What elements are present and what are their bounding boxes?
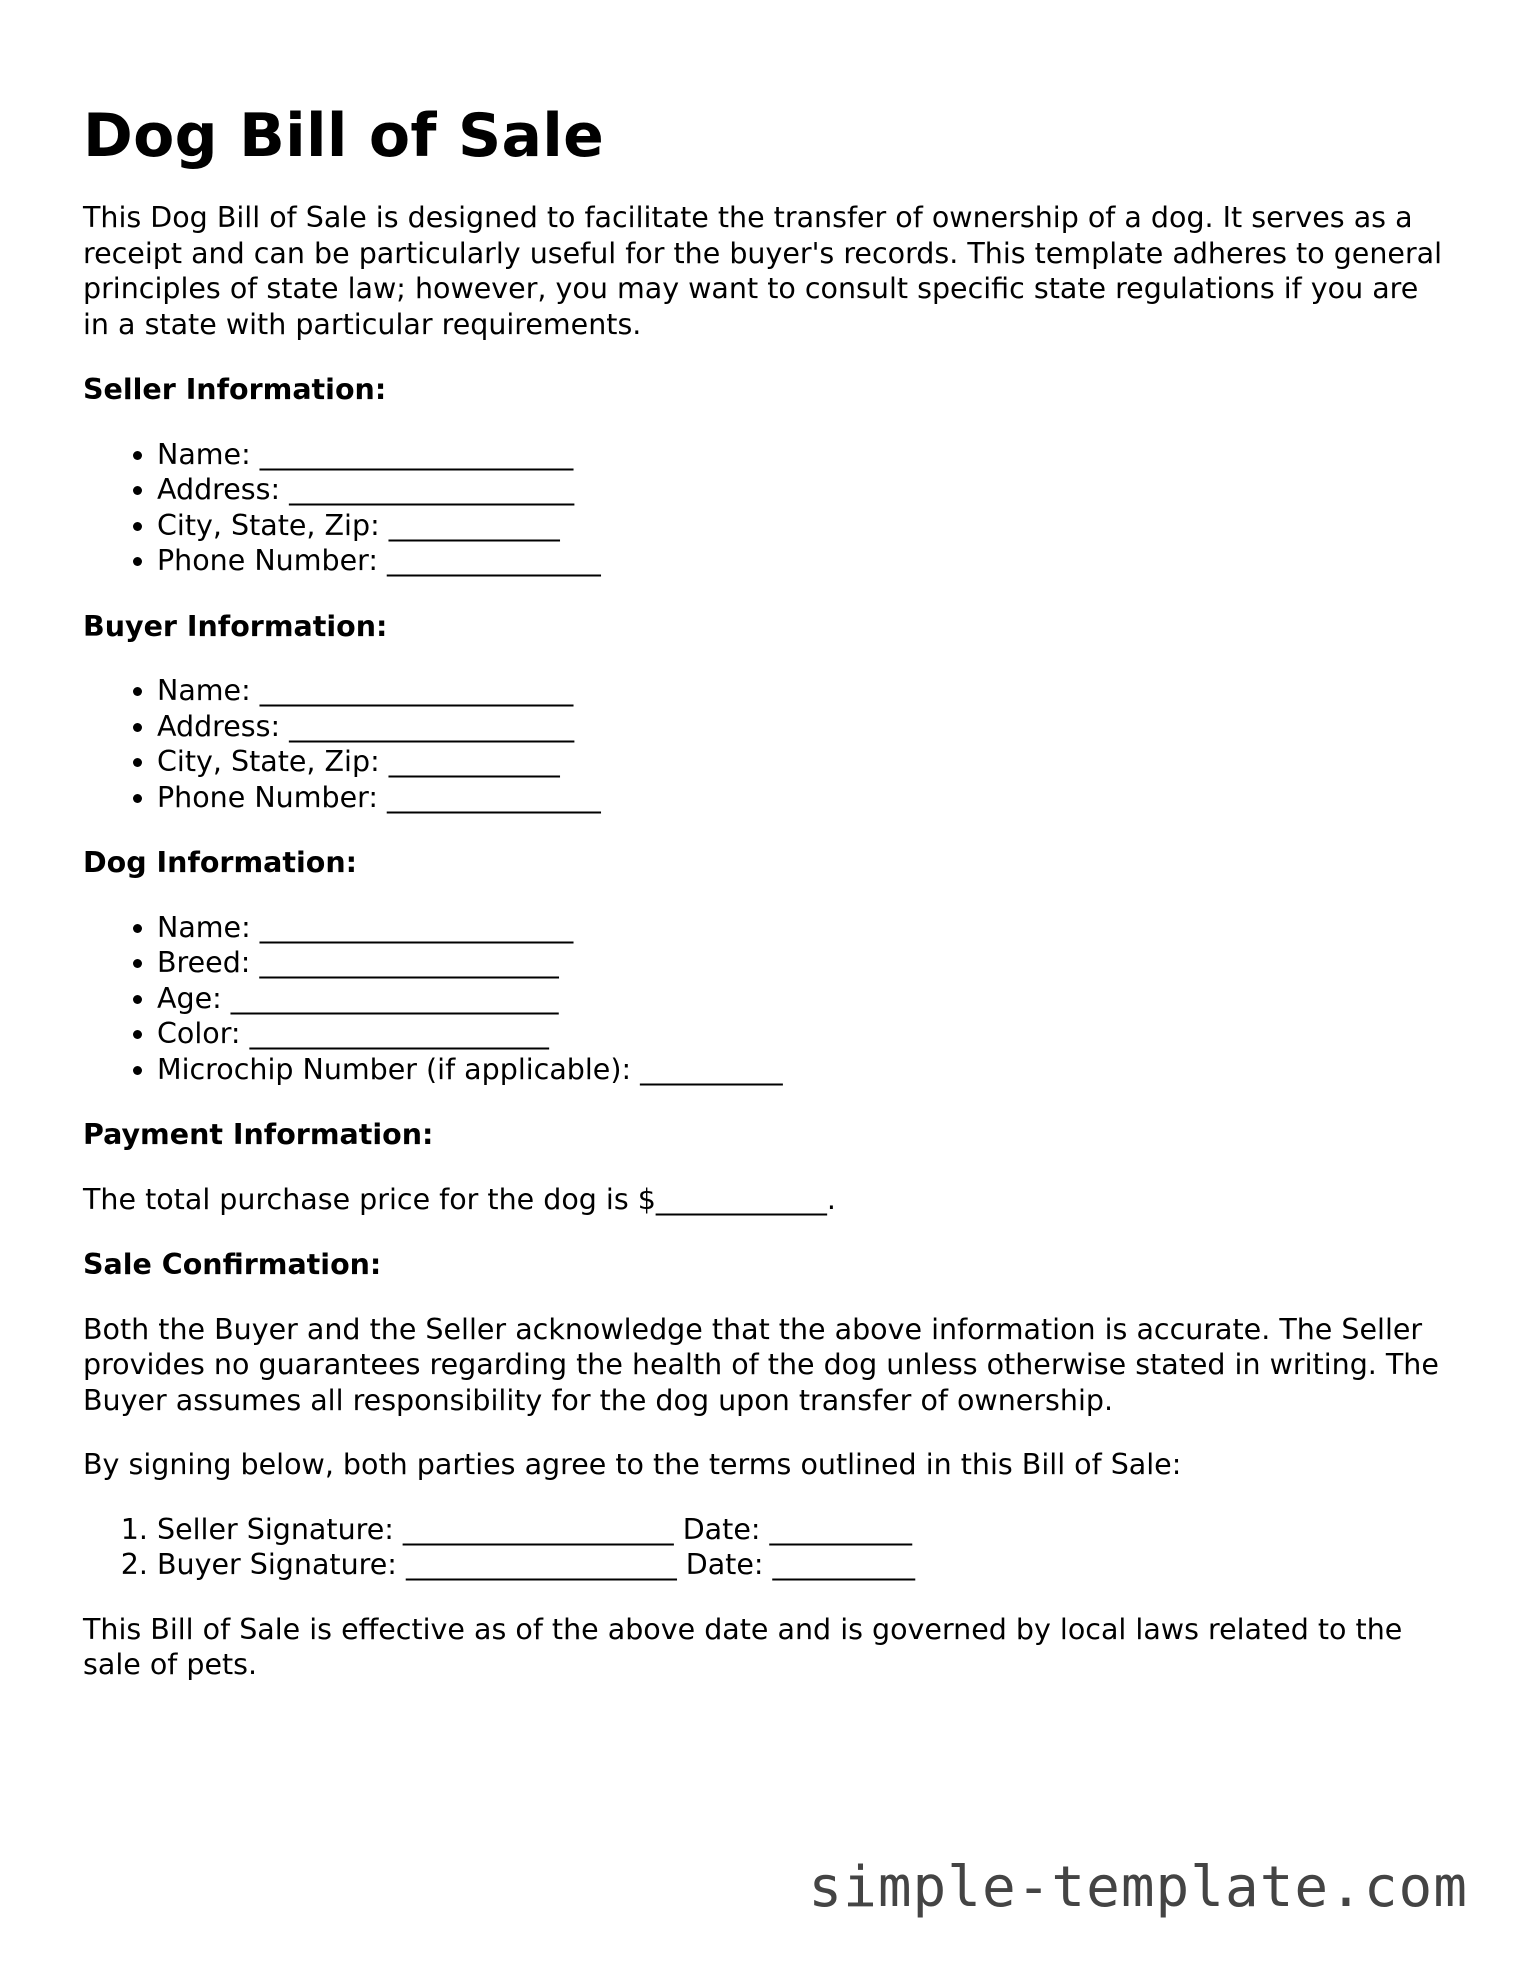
buyer-name-field: • Name: ______________________ bbox=[157, 673, 1453, 709]
payment-heading: Payment Information: bbox=[83, 1118, 434, 1151]
dog-list bbox=[83, 910, 1453, 1088]
seller-signature-line: 1. Seller Signature: ___________________ Date: __________ bbox=[157, 1512, 1453, 1548]
buyer-phone-field: • Phone Number: _______________ bbox=[157, 780, 1453, 816]
buyer-city-state-zip-field: • City, State, Zip: ____________ bbox=[157, 744, 1453, 780]
dog-name-field: • Name: ______________________ bbox=[157, 910, 1453, 946]
payment-text: The total purchase price for the dog is $____________. bbox=[83, 1182, 836, 1216]
dog-breed-field: • Breed: _____________________ bbox=[157, 945, 1453, 981]
intro-paragraph: This Dog Bill of Sale is designed to facilitate the transfer of ownership of a dog. It serves as a receipt and can be particularly useful for the buyer's records. This template adheres to general principles of state law; however, you may want to consult specific state regulations if you are in a state with particular requirements. bbox=[83, 201, 1443, 341]
agreement-text: By signing below, both parties agree to the terms outlined in this Bill of Sale: bbox=[83, 1448, 1182, 1481]
dog-color-field: • Color: _____________________ bbox=[157, 1016, 1453, 1052]
seller-phone-field: • Phone Number: _______________ bbox=[157, 543, 1453, 579]
closing-text: This Bill of Sale is effective as of the above date and is governed by local laws related to the sale of pets. bbox=[83, 1612, 1403, 1681]
dog-microchip-field: • Microchip Number (if applicable): __________ bbox=[157, 1052, 1453, 1088]
confirmation-text: Both the Buyer and the Seller acknowledge that the above information is accurate. The Seller provides no guarantees regarding the health of the dog unless otherwise stated in writing. The Buyer assumes all responsibility for the dog upon transfer of ownership. bbox=[83, 1312, 1439, 1417]
watermark: simple-template.com bbox=[808, 1855, 1468, 1920]
dog-age-field: • Age: _______________________ bbox=[157, 981, 1453, 1017]
document-title: Dog Bill of Sale bbox=[83, 101, 605, 171]
buyer-list bbox=[83, 673, 1453, 815]
document bbox=[83, 100, 1453, 1683]
signature-list bbox=[83, 1512, 1453, 1583]
seller-list bbox=[83, 437, 1453, 579]
seller-name-field: • Name: ______________________ bbox=[157, 437, 1453, 473]
confirmation-heading: Sale Confirmation: bbox=[83, 1248, 382, 1281]
dog-heading: Dog Information: bbox=[83, 846, 358, 879]
buyer-signature-line: 2. Buyer Signature: ___________________ Date: __________ bbox=[157, 1547, 1453, 1583]
seller-heading: Seller Information: bbox=[83, 373, 387, 406]
buyer-heading: Buyer Information: bbox=[83, 609, 388, 643]
buyer-address-field: • Address: ____________________ bbox=[157, 709, 1453, 745]
seller-city-state-zip-field: • City, State, Zip: ____________ bbox=[157, 508, 1453, 544]
seller-address-field: • Address: ____________________ bbox=[157, 472, 1453, 508]
